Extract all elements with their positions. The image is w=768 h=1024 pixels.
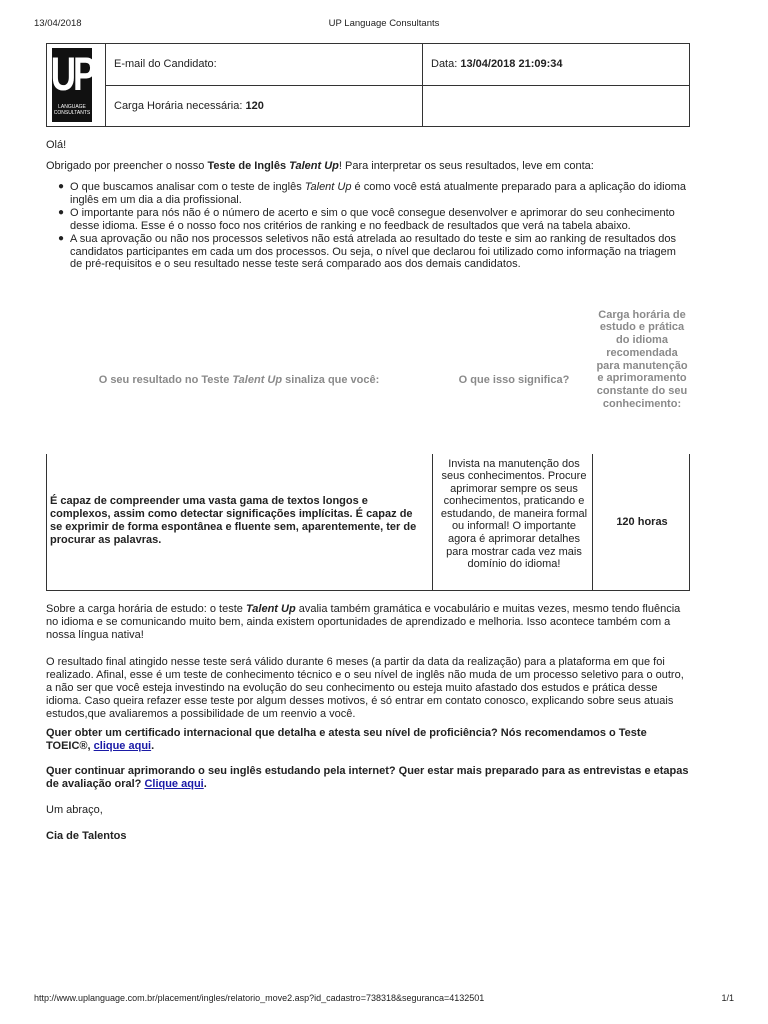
print-date: 13/04/2018: [34, 18, 82, 29]
recommended-hours: 120 horas: [616, 515, 668, 528]
up-language-logo: [52, 48, 92, 122]
online-study-recommendation: Quer continuar aprimorando o seu inglês estudando pela internet? Quer estar mais preparado para as entrevistas e etapas de avaliação oral? Clique aqui.: [46, 764, 689, 790]
result-table-header: [46, 309, 690, 454]
considerations-list: [46, 181, 690, 271]
print-title: UP Language Consultants: [328, 18, 440, 29]
email-label: E-mail do Candidato:: [114, 58, 217, 71]
empty-cell: [423, 85, 690, 127]
hours-column-header: Carga horária de estudo e prática do idioma recomendada para manutenção e aprimoramento constante do seu conhecimento:: [596, 308, 688, 411]
date-value: 13/04/2018 21:09:34: [460, 58, 563, 71]
page-url: http://www.uplanguage.com.br/placement/ingles/relatorio_move2.asp?id_cadastro=738318&seguranca=4132501: [34, 993, 485, 1003]
report-content: [46, 43, 690, 843]
signature: Cia de Talentos: [46, 829, 127, 842]
page-number: 1/1: [721, 993, 734, 1003]
toeic-recommendation: Quer obter um certificado internacional que detalha e atesta seu nível de proficiência? Nós recomendamos o Teste TOEIC®, clique aqui.: [46, 726, 647, 752]
ability-description: É capaz de compreender uma vasta gama de textos longos e complexos, assim como detectar significações implícitas. É capaz de se exprimir de forma espontânea e fluente sem, aparentemente, ter de procurar as palavras.: [50, 494, 417, 546]
greeting: Olá!: [46, 139, 67, 151]
bullet-icon: ●: [58, 233, 65, 244]
meaning-description: Invista na manutenção dos seus conhecimentos. Procure aprimorar sempre os seus conhecimentos, praticando e estudando, de maneira formal ou informal! O importante agora é aprimorar detalhes para mostrar cada vez mais domínio do idioma!: [440, 457, 588, 571]
result-table-row: [46, 454, 690, 591]
logo-mark: UP: [50, 48, 94, 101]
logo-caption: LANGUAGE CONSULTANTS: [53, 104, 91, 116]
hours-cell: [106, 85, 423, 127]
email-cell: [106, 44, 423, 86]
list-item: ● A sua aprovação ou não nos processos seletivos não está atrelada ao resultado do teste e sim ao ranking de resultados dos candidatos participantes em cada um dos processos. Ou seja, o nível que declarou foi utilizado como informação na triagem de pré-requisitos e o seu resultado nesse teste será comparado aos dos demais candidatos.: [58, 233, 676, 270]
logo-cell: [47, 44, 106, 127]
hours-label: Carga Horária necessária:: [114, 99, 243, 112]
result-column-header: O seu resultado no Teste Talent Up sinaliza que você:: [98, 373, 380, 386]
print-header: [34, 18, 734, 30]
candidate-info-table: [46, 43, 690, 127]
closing: Um abraço,: [46, 803, 103, 816]
online-study-link[interactable]: Clique aqui: [144, 777, 204, 790]
list-item: ● O que buscamos analisar com o teste de inglês Talent Up é como você está atualmente preparado para a aplicação do idioma inglês em um dia a dia profissional.: [58, 181, 686, 206]
bullet-icon: ●: [58, 207, 65, 218]
hours-value: 120: [245, 99, 264, 112]
date-label: Data:: [431, 58, 458, 71]
hours-explanation: Sobre a carga horária de estudo: o teste Talent Up avalia também gramática e vocabulário e muitas vezes, mesmo tendo fluência no idioma e se comunicando muito bem, ainda existem oportunidades de aprendizado e melhoria. Isso acontece também com a nossa língua nativa!: [46, 602, 681, 641]
validity-paragraph: O resultado final atingido nesse teste será válido durante 6 meses (a partir da data da realização) para a plataforma em que foi realizado. Afinal, esse é um teste de conhecimento técnico e o seu nível de inglês não muda de um processo seletivo para o outro, a não ser que você esteja investindo na evolução do seu conhecimento ou esteja muito afastado dos estudos e prática desse idioma. Caso queira refazer esse teste por algum desses motivos, é só entrar em contato conosco, explicando sobre seus atuais estudos,que avaliaremos a possibilidade de um reenvio a você.: [46, 655, 684, 720]
meaning-column-header: O que isso significa?: [458, 373, 570, 386]
intro-paragraph: Obrigado por preencher o nosso Teste de Inglês Talent Up! Para interpretar os seus resultados, leve em conta:: [46, 160, 594, 172]
date-cell: [423, 44, 690, 86]
toeic-link[interactable]: clique aqui: [93, 739, 152, 752]
list-item: ● O importante para nós não é o número de acerto e sim o que você consegue desenvolver e aprimorar do seu conhecimento desse idioma. Esse é o nosso foco nos critérios de ranking e no feedback de resultados que verá na tabela abaixo.: [58, 207, 675, 232]
bullet-icon: ●: [58, 181, 65, 192]
